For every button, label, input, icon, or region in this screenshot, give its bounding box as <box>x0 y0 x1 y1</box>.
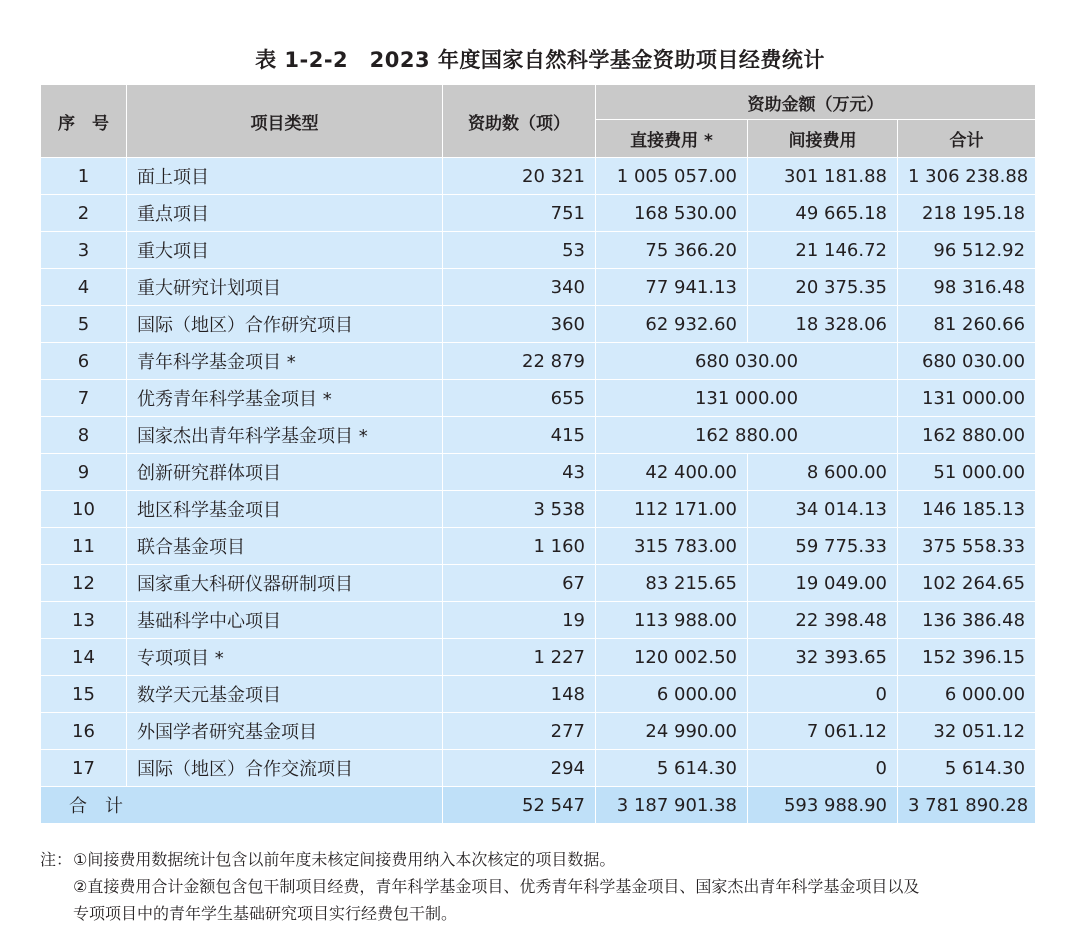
row-count: 148 <box>443 676 596 713</box>
row-indirect-cost: 32 393.65 <box>748 639 898 676</box>
row-merged-cost: 131 000.00 <box>596 380 898 417</box>
row-direct-cost: 1 005 057.00 <box>596 158 748 195</box>
total-sum: 3 781 890.28 <box>898 787 1036 824</box>
row-merged-cost: 162 880.00 <box>596 417 898 454</box>
row-indirect-cost: 18 328.06 <box>748 306 898 343</box>
total-label: 合 计 <box>41 787 443 824</box>
table-row <box>41 158 1036 195</box>
row-project-type: 外国学者研究基金项目 <box>127 713 443 750</box>
row-total: 5 614.30 <box>898 750 1036 787</box>
row-count: 43 <box>443 454 596 491</box>
table-row <box>41 676 1036 713</box>
row-direct-cost: 113 988.00 <box>596 602 748 639</box>
table-row <box>41 528 1036 565</box>
row-count: 67 <box>443 565 596 602</box>
header-indirect-cost: 间接费用 <box>748 120 898 158</box>
table-row <box>41 713 1036 750</box>
total-indirect-cost: 593 988.90 <box>748 787 898 824</box>
row-indirect-cost: 20 375.35 <box>748 269 898 306</box>
row-count: 655 <box>443 380 596 417</box>
row-count: 294 <box>443 750 596 787</box>
row-count: 340 <box>443 269 596 306</box>
row-total: 81 260.66 <box>898 306 1036 343</box>
note-2-line-2: 专项项目中的青年学生基础研究项目实行经费包干制。 <box>73 904 458 923</box>
row-index: 10 <box>41 491 127 528</box>
row-project-type: 数学天元基金项目 <box>127 676 443 713</box>
table-row <box>41 306 1036 343</box>
header-index: 序 号 <box>41 85 127 158</box>
header-count: 资助数（项） <box>443 85 596 158</box>
row-index: 1 <box>41 158 127 195</box>
row-total: 96 512.92 <box>898 232 1036 269</box>
row-total: 131 000.00 <box>898 380 1036 417</box>
header-project-type: 项目类型 <box>127 85 443 158</box>
row-index: 9 <box>41 454 127 491</box>
row-merged-cost: 680 030.00 <box>596 343 898 380</box>
header-amount-group: 资助金额（万元） <box>596 85 1036 120</box>
header-sum: 合计 <box>898 120 1036 158</box>
row-indirect-cost: 7 061.12 <box>748 713 898 750</box>
row-indirect-cost: 8 600.00 <box>748 454 898 491</box>
row-direct-cost: 6 000.00 <box>596 676 748 713</box>
row-count: 1 160 <box>443 528 596 565</box>
row-indirect-cost: 59 775.33 <box>748 528 898 565</box>
row-index: 11 <box>41 528 127 565</box>
row-count: 277 <box>443 713 596 750</box>
table-row <box>41 602 1036 639</box>
table-row <box>41 195 1036 232</box>
row-direct-cost: 77 941.13 <box>596 269 748 306</box>
row-count: 22 879 <box>443 343 596 380</box>
row-total: 136 386.48 <box>898 602 1036 639</box>
total-count: 52 547 <box>443 787 596 824</box>
row-indirect-cost: 34 014.13 <box>748 491 898 528</box>
row-count: 751 <box>443 195 596 232</box>
row-direct-cost: 24 990.00 <box>596 713 748 750</box>
table-row <box>41 269 1036 306</box>
row-total: 32 051.12 <box>898 713 1036 750</box>
table-row <box>41 417 1036 454</box>
table-row <box>41 565 1036 602</box>
row-direct-cost: 83 215.65 <box>596 565 748 602</box>
row-direct-cost: 75 366.20 <box>596 232 748 269</box>
table-row <box>41 639 1036 676</box>
row-direct-cost: 112 171.00 <box>596 491 748 528</box>
row-project-type: 重点项目 <box>127 195 443 232</box>
row-total: 680 030.00 <box>898 343 1036 380</box>
table-row <box>41 343 1036 380</box>
row-project-type: 面上项目 <box>127 158 443 195</box>
row-count: 1 227 <box>443 639 596 676</box>
row-count: 20 321 <box>443 158 596 195</box>
row-index: 14 <box>41 639 127 676</box>
table-title: 表 1-2-2 2023 年度国家自然科学基金资助项目经费统计 <box>255 48 825 72</box>
row-project-type: 国家重大科研仪器研制项目 <box>127 565 443 602</box>
row-project-type: 国家杰出青年科学基金项目 * <box>127 417 443 454</box>
row-total: 6 000.00 <box>898 676 1036 713</box>
row-indirect-cost: 0 <box>748 676 898 713</box>
table-row <box>41 454 1036 491</box>
row-index: 12 <box>41 565 127 602</box>
row-index: 7 <box>41 380 127 417</box>
row-direct-cost: 5 614.30 <box>596 750 748 787</box>
funding-table <box>40 84 1036 824</box>
row-total: 152 396.15 <box>898 639 1036 676</box>
row-direct-cost: 168 530.00 <box>596 195 748 232</box>
row-index: 5 <box>41 306 127 343</box>
table-row <box>41 380 1036 417</box>
row-count: 360 <box>443 306 596 343</box>
row-total: 218 195.18 <box>898 195 1036 232</box>
row-project-type: 优秀青年科学基金项目 * <box>127 380 443 417</box>
row-index: 15 <box>41 676 127 713</box>
row-count: 3 538 <box>443 491 596 528</box>
row-project-type: 重大项目 <box>127 232 443 269</box>
row-total: 51 000.00 <box>898 454 1036 491</box>
row-index: 13 <box>41 602 127 639</box>
row-project-type: 基础科学中心项目 <box>127 602 443 639</box>
row-indirect-cost: 22 398.48 <box>748 602 898 639</box>
header-direct-cost: 直接费用 * <box>596 120 748 158</box>
row-count: 53 <box>443 232 596 269</box>
row-count: 415 <box>443 417 596 454</box>
row-project-type: 国际（地区）合作交流项目 <box>127 750 443 787</box>
note-1: ①间接费用数据统计包含以前年度未核定间接费用纳入本次核定的项目数据。 <box>73 850 616 869</box>
row-index: 6 <box>41 343 127 380</box>
table-body <box>41 158 1036 824</box>
row-project-type: 地区科学基金项目 <box>127 491 443 528</box>
row-total: 1 306 238.88 <box>898 158 1036 195</box>
row-project-type: 创新研究群体项目 <box>127 454 443 491</box>
table-row <box>41 232 1036 269</box>
notes-label: 注： <box>40 850 73 869</box>
row-direct-cost: 42 400.00 <box>596 454 748 491</box>
row-project-type: 青年科学基金项目 * <box>127 343 443 380</box>
row-indirect-cost: 49 665.18 <box>748 195 898 232</box>
row-count: 19 <box>443 602 596 639</box>
total-direct-cost: 3 187 901.38 <box>596 787 748 824</box>
row-project-type: 重大研究计划项目 <box>127 269 443 306</box>
row-direct-cost: 120 002.50 <box>596 639 748 676</box>
row-total: 102 264.65 <box>898 565 1036 602</box>
row-indirect-cost: 301 181.88 <box>748 158 898 195</box>
row-index: 17 <box>41 750 127 787</box>
row-project-type: 国际（地区）合作研究项目 <box>127 306 443 343</box>
row-total: 146 185.13 <box>898 491 1036 528</box>
row-total: 98 316.48 <box>898 269 1036 306</box>
row-index: 4 <box>41 269 127 306</box>
note-2-line-1: ②直接费用合计金额包含包干制项目经费，青年科学基金项目、优秀青年科学基金项目、国家杰出青年科学基金项目以及 <box>73 877 920 896</box>
table-row <box>41 750 1036 787</box>
table-header <box>41 85 1036 158</box>
row-index: 3 <box>41 232 127 269</box>
row-direct-cost: 315 783.00 <box>596 528 748 565</box>
row-project-type: 联合基金项目 <box>127 528 443 565</box>
row-indirect-cost: 21 146.72 <box>748 232 898 269</box>
row-direct-cost: 62 932.60 <box>596 306 748 343</box>
row-project-type: 专项项目 * <box>127 639 443 676</box>
notes <box>40 846 1040 927</box>
row-indirect-cost: 0 <box>748 750 898 787</box>
row-total: 375 558.33 <box>898 528 1036 565</box>
row-index: 2 <box>41 195 127 232</box>
row-total: 162 880.00 <box>898 417 1036 454</box>
table-row <box>41 491 1036 528</box>
total-row <box>41 787 1036 824</box>
row-indirect-cost: 19 049.00 <box>748 565 898 602</box>
row-index: 8 <box>41 417 127 454</box>
row-index: 16 <box>41 713 127 750</box>
